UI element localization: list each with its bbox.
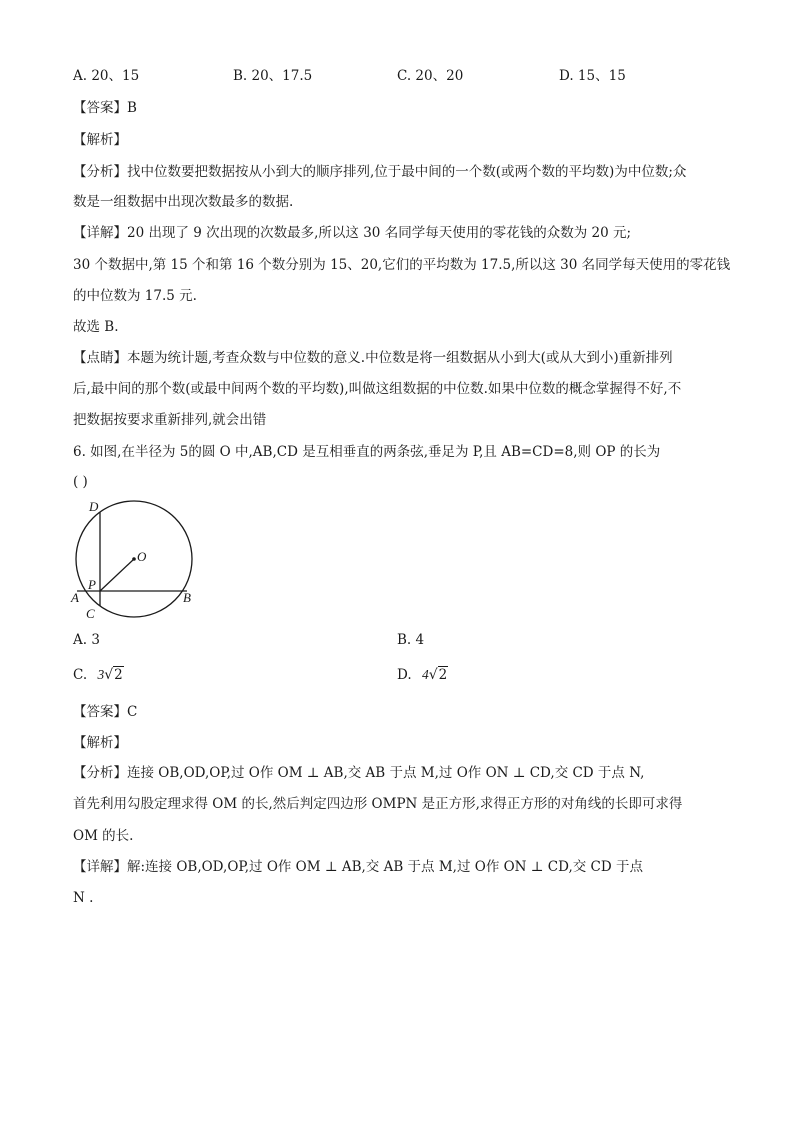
q5-detail-line-1: 【详解】20 出现了 9 次出现的次数最多,所以这 30 名同学每天使用的零花钱的众数为 20 元;	[73, 225, 632, 241]
q6-option-a: A. 3	[73, 632, 100, 648]
q6-option-c-radical: √2	[104, 667, 123, 683]
q5-choose: 故选 B.	[73, 319, 119, 335]
q6-option-c-radicand: 2	[114, 667, 123, 683]
q6-option-c-coef: 3	[97, 667, 105, 682]
q6-option-c	[73, 665, 124, 685]
label-b: B	[183, 590, 191, 605]
q6-option-d-radicand: 2	[438, 667, 448, 683]
q5-detail-line-3: 的中位数为 17.5 元.	[73, 288, 197, 304]
option-d: D. 15、15	[559, 68, 626, 84]
segment-op	[100, 559, 134, 591]
q6-option-d	[397, 665, 448, 685]
label-c: C	[86, 606, 95, 621]
label-a: A	[71, 590, 79, 605]
q5-detail-line-2: 30 个数据中,第 15 个和第 16 个数分别为 15、20,它们的平均数为 17.5,所以这 30 名同学每天使用的零花钱	[73, 257, 731, 273]
q6-jiexi-heading: 【解析】	[73, 735, 127, 751]
label-o: O	[137, 549, 147, 564]
q6-option-c-label: C.	[73, 667, 88, 683]
q6-analysis-line-3: OM 的长.	[73, 828, 134, 844]
q6-analysis-line-2: 首先利用勾股定理求得 OM 的长,然后判定四边形 OMPN 是正方形,求得正方形的对角线的长即可求得	[73, 796, 683, 812]
q6-option-d-label: D.	[397, 667, 412, 683]
option-a: A. 20、15	[73, 68, 140, 84]
q5-comment-line-1: 【点睛】本题为统计题,考查众数与中位数的意义.中位数是将一组数据从小到大(或从大到小)重新排列	[73, 350, 673, 366]
point-o	[132, 557, 136, 561]
q5-comment-line-2: 后,最中间的那个数(或最中间两个数的平均数),叫做这组数据的中位数.如果中位数的概念掌握得不好,不	[73, 381, 682, 397]
q6-stem-line-1: 6. 如图,在半径为 5的圆 O 中,AB,CD 是互相垂直的两条弦,垂足为 P,且 AB=CD=8,则 OP 的长为	[73, 444, 661, 460]
q5-answer: 【答案】B	[73, 100, 137, 116]
q6-stem-line-2: ( )	[73, 474, 88, 490]
q6-option-d-coef: 4	[421, 667, 429, 682]
label-d: D	[89, 499, 99, 514]
q5-analysis-line-1: 【分析】找中位数要把数据按从小到大的顺序排列,位于最中间的一个数(或两个数的平均数)为中位数;众	[73, 164, 687, 180]
q5-jiexi-heading: 【解析】	[73, 132, 127, 148]
q6-detail-line-1: 【详解】解:连接 OB,OD,OP,过 O作 OM ⊥ AB,交 AB 于点 M,过 O作 ON ⊥ CD,交 CD 于点	[73, 859, 643, 875]
q6-option-b: B. 4	[397, 632, 425, 648]
q6-answer: 【答案】C	[73, 704, 138, 720]
q5-analysis-line-2: 数是一组数据中出现次数最多的数据.	[73, 194, 294, 210]
label-p: P	[88, 577, 96, 592]
q6-option-d-radical: √2	[428, 667, 448, 683]
circle-figure	[62, 495, 212, 625]
q5-comment-line-3: 把数据按要求重新排列,就会出错	[73, 412, 267, 428]
option-b: B. 20、17.5	[233, 68, 313, 84]
q6-detail-line-2: N .	[73, 890, 94, 906]
q6-analysis-line-1: 【分析】连接 OB,OD,OP,过 O作 OM ⊥ AB,交 AB 于点 M,过 O作 ON ⊥ CD,交 CD 于点 N,	[73, 765, 645, 781]
option-c: C. 20、20	[397, 68, 464, 84]
